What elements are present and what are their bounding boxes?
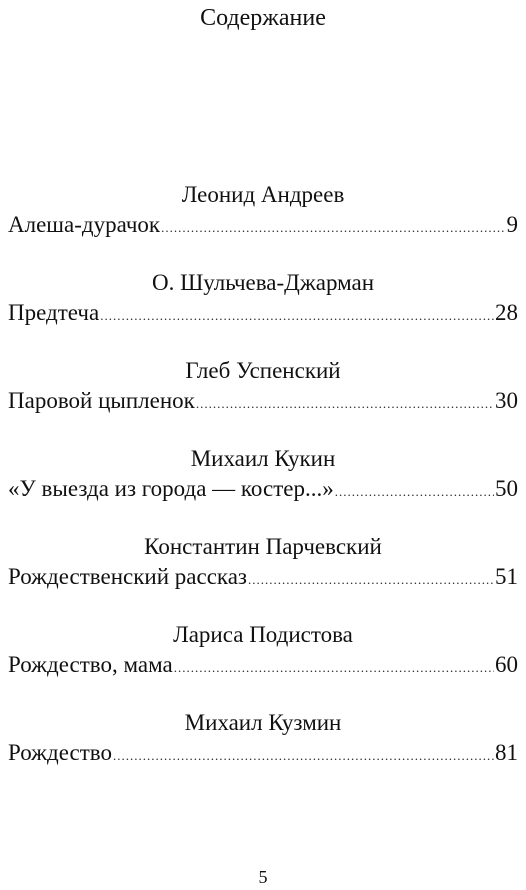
work-title: Рождественский рассказ [8,564,248,589]
work-title: «У выезда из города — костер...» [8,476,334,501]
author-name: Лариса Подистова [173,622,353,647]
toc-section [8,180,518,268]
work-title: Предтеча [8,300,100,325]
page-title: Содержание [200,5,326,31]
dot-leader [174,653,494,683]
toc-entry[interactable] [8,210,518,240]
entry-page-number: 60 [495,652,518,677]
entry-page-number: 50 [495,476,518,501]
dot-leader [161,213,505,243]
entry-page-number: 9 [506,212,518,237]
entry-page-number: 51 [495,564,518,589]
toc-entry[interactable] [8,738,518,768]
toc-section [8,620,518,708]
toc-section [8,444,518,532]
author-name: Глеб Успенский [185,358,341,383]
toc-entry[interactable] [8,386,518,416]
toc-entry[interactable] [8,562,518,592]
toc-section [8,356,518,444]
entry-page-number: 81 [495,740,518,765]
author-name: Михаил Кукин [190,446,336,471]
work-title: Паровой цыпленок [8,388,195,413]
entry-page-number: 30 [495,388,518,413]
work-title: Рождество, мама [8,652,173,677]
toc-entry[interactable] [8,474,518,504]
table-of-contents [8,180,518,796]
author-name: О. Шульчева-Джарман [151,270,375,295]
toc-section [8,268,518,356]
entry-page-number: 28 [495,300,518,325]
dot-leader [113,741,494,771]
work-title: Алеша-дурачок [8,212,161,237]
toc-section [8,532,518,620]
dot-leader [248,565,494,595]
page-number: 5 [258,867,268,887]
author-name: Константин Парчевский [144,534,382,559]
author-name: Михаил Кузмин [184,710,342,735]
author-name: Леонид Андреев [181,182,345,207]
toc-entry[interactable] [8,298,518,328]
dot-leader [100,301,494,331]
toc-section [8,708,518,796]
dot-leader [335,477,494,507]
toc-entry[interactable] [8,650,518,680]
dot-leader [196,389,494,419]
work-title: Рождество [8,740,112,765]
